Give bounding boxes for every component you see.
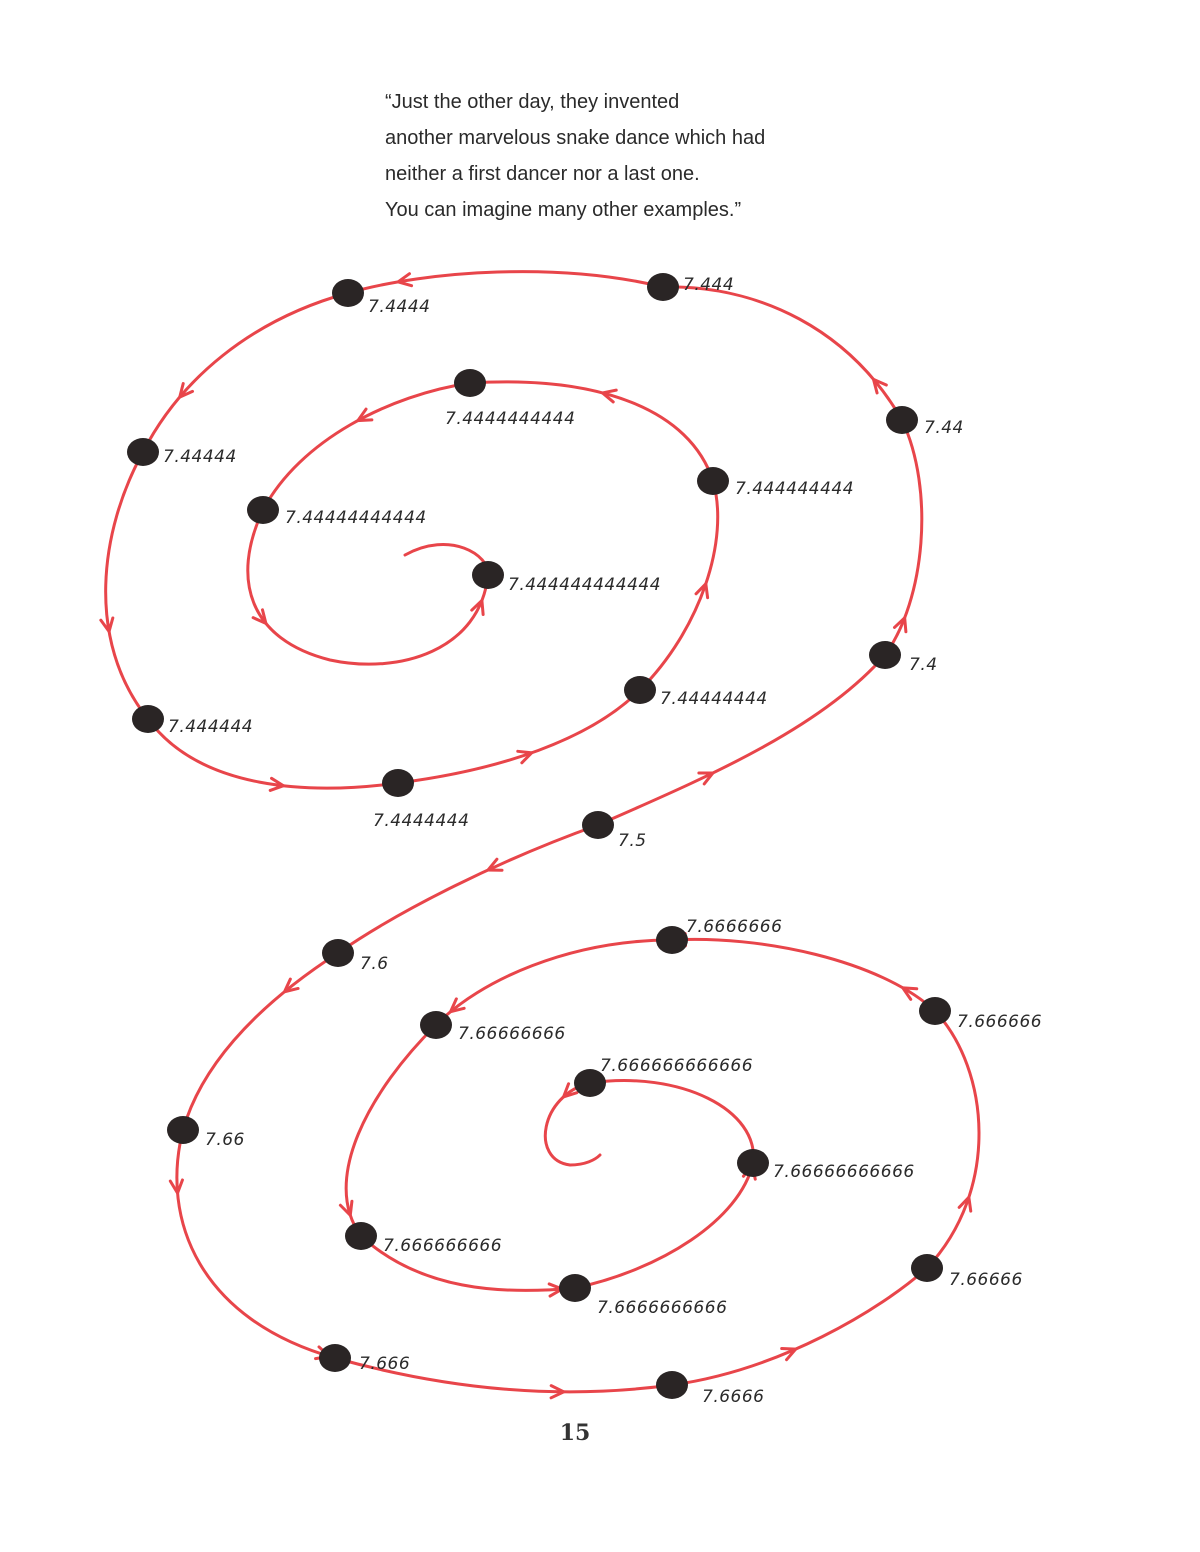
upper-dot-label: 7.4 (909, 655, 938, 675)
lower-dot-label: 7.66666666 (458, 1024, 566, 1044)
lower-dot-label: 7.666666666666 (600, 1056, 754, 1076)
upper-spiral-dot (382, 769, 414, 797)
lower-dot-label: 7.66666666666 (773, 1162, 915, 1182)
page-number: 15 (559, 1420, 591, 1446)
lower-spiral-dot (319, 1344, 351, 1372)
center-dot-label: 7.5 (618, 831, 647, 851)
lower-dot-label: 7.66 (205, 1130, 245, 1150)
upper-dot-label: 7.44 (924, 418, 964, 438)
lower-dot-label: 7.6 (360, 954, 389, 974)
upper-spiral-dot (332, 279, 364, 307)
quote-line: neither a first dancer nor a last one. (385, 163, 700, 185)
lower-dot-label: 7.6666666 (686, 917, 783, 937)
lower-spiral-dot (656, 926, 688, 954)
upper-dot-label: 7.444444444444 (508, 575, 662, 595)
upper-dot-label: 7.444 (683, 275, 735, 295)
quote-line: “Just the other day, they invented (385, 91, 680, 113)
upper-dot-label: 7.444444 (168, 717, 254, 737)
lower-spiral-dot (167, 1116, 199, 1144)
lower-spiral-path (177, 825, 979, 1392)
lower-spiral-dot (322, 939, 354, 967)
upper-spiral-dot (624, 676, 656, 704)
quote-line: You can imagine many other examples.” (385, 199, 742, 221)
lower-spiral-dot (559, 1274, 591, 1302)
lower-spiral-dot (345, 1222, 377, 1250)
lower-spiral-dot (656, 1371, 688, 1399)
lower-spiral-dot (911, 1254, 943, 1282)
lower-dot-label: 7.666 (359, 1354, 411, 1374)
center-dot (582, 811, 614, 839)
upper-dot-label: 7.4444444 (373, 811, 470, 831)
lower-dot-label: 7.6666 (702, 1387, 765, 1407)
lower-spiral-dot (420, 1011, 452, 1039)
lower-dot-label: 7.66666 (949, 1270, 1023, 1290)
upper-spiral-dot (472, 561, 504, 589)
lower-dot-label: 7.666666 (957, 1012, 1043, 1032)
lower-spiral-dot (919, 997, 951, 1025)
upper-spiral-path (106, 272, 922, 825)
upper-spiral-dot (454, 369, 486, 397)
lower-spiral-dot (737, 1149, 769, 1177)
upper-dot-label: 7.4444 (368, 297, 431, 317)
upper-dot-label: 7.4444444444 (445, 409, 576, 429)
upper-spiral-dot (886, 406, 918, 434)
upper-spiral-dot (647, 273, 679, 301)
lower-dot-label: 7.666666666 (383, 1236, 503, 1256)
upper-dot-label: 7.44444 (163, 447, 237, 467)
upper-spiral-dot (132, 705, 164, 733)
upper-spiral-dot (127, 438, 159, 466)
direction-arrows (101, 274, 971, 1398)
upper-spiral-dot (869, 641, 901, 669)
lower-dot-label: 7.6666666666 (597, 1298, 728, 1318)
quote-line: another marvelous snake dance which had (385, 127, 766, 149)
upper-spiral-dot (247, 496, 279, 524)
upper-dot-label: 7.44444444444 (285, 508, 427, 528)
upper-dot-label: 7.44444444 (660, 689, 768, 709)
upper-spiral-dot (697, 467, 729, 495)
dots-layer (127, 273, 1042, 1407)
upper-dot-label: 7.444444444 (735, 479, 855, 499)
